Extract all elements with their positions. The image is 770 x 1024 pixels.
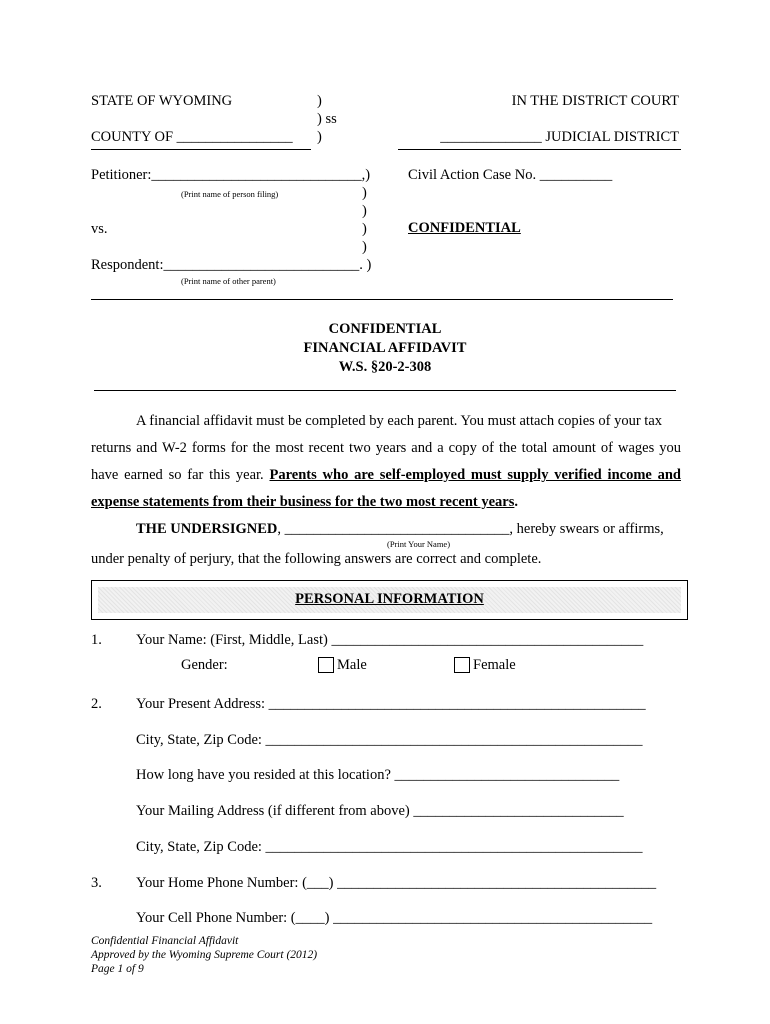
q2-number: 2. xyxy=(91,696,102,712)
respondent-hint: (Print name of other parent) xyxy=(181,276,276,286)
title-bottom-rule xyxy=(94,390,676,391)
q1-number: 1. xyxy=(91,632,102,648)
caption-paren: ) xyxy=(362,203,367,219)
caption-paren: ) xyxy=(362,221,367,237)
female-label: Female xyxy=(473,657,516,673)
case-number-field[interactable]: Civil Action Case No. __________ xyxy=(408,167,613,183)
title-line-1: CONFIDENTIAL xyxy=(328,321,442,337)
mailing-address-field[interactable]: Your Mailing Address (if different from above) _____________________________ xyxy=(136,803,624,819)
confidential-label: CONFIDENTIAL xyxy=(408,220,521,236)
court-label: IN THE DISTRICT COURT xyxy=(511,93,679,109)
personal-information-header xyxy=(91,580,688,620)
city-state-zip-field[interactable]: City, State, Zip Code: ____________________________________________________ xyxy=(136,732,643,748)
home-phone-field[interactable]: Your Home Phone Number: (___) ____________________________________________ xyxy=(136,875,657,891)
vs-label: vs. xyxy=(91,221,108,237)
present-address-field[interactable]: Your Present Address: ____________________________________________________ xyxy=(136,696,646,712)
intro-line-1: A financial affidavit must be completed by each parent. You must attach copies of your tax xyxy=(136,413,663,429)
perjury-statement: under penalty of perjury, that the following answers are correct and complete. xyxy=(91,551,542,567)
section-shading xyxy=(98,587,681,613)
judicial-district-field[interactable]: ______________ JUDICIAL DISTRICT xyxy=(440,129,679,145)
mailing-city-state-zip-field[interactable]: City, State, Zip Code: ____________________________________________________ xyxy=(136,839,643,855)
intro-line-2: returns and W-2 forms for the most recent two years and a copy of the total amount of wages you xyxy=(91,440,681,456)
petitioner-field[interactable]: Petitioner:_____________________________,) xyxy=(91,167,371,183)
q3-number: 3. xyxy=(91,875,102,891)
caption-paren: ) xyxy=(362,239,367,255)
caption-rule-right xyxy=(398,149,681,150)
caption-paren: ) xyxy=(362,185,367,201)
cell-phone-field[interactable]: Your Cell Phone Number: (____) ____________________________________________ xyxy=(136,910,653,926)
undersigned-label: THE UNDERSIGNED xyxy=(136,521,278,537)
respondent-field[interactable]: Respondent:___________________________. ) xyxy=(91,257,372,273)
intro-line-4 xyxy=(91,494,518,511)
intro-period: . xyxy=(514,494,519,510)
intro-line-3 xyxy=(91,467,681,484)
female-checkbox[interactable] xyxy=(454,657,470,673)
intro-expense-notice: expense statements from their business for the two most recent years xyxy=(91,494,515,510)
section-title: PERSONAL INFORMATION xyxy=(295,591,484,607)
residence-duration-field[interactable]: How long have you resided at this location? _______________________________ xyxy=(136,767,620,783)
caption-paren: ) xyxy=(317,129,322,145)
caption-ss: ) ss xyxy=(317,111,337,127)
male-label: Male xyxy=(337,657,367,673)
footer-form-name: Confidential Financial Affidavit xyxy=(91,935,239,947)
intro-self-employed-notice: Parents who are self-employed must supply verified income and xyxy=(269,467,681,483)
footer-approval: Approved by the Wyoming Supreme Court (2012) xyxy=(91,949,318,961)
intro-line-3-plain: have earned so far this year. xyxy=(91,467,270,483)
caption-paren: ) xyxy=(317,93,322,109)
q1-name-field[interactable]: Your Name: (First, Middle, Last) ___________________________________________ xyxy=(136,632,644,648)
county-field[interactable]: COUNTY OF ________________ xyxy=(91,129,293,145)
undersigned-name-field[interactable]: , _______________________________, hereby swears or affirms, xyxy=(277,521,664,537)
caption-rule-left xyxy=(91,149,311,150)
title-line-2: FINANCIAL AFFIDAVIT xyxy=(303,340,467,356)
title-line-3: W.S. §20-2-308 xyxy=(338,359,432,375)
caption-bottom-rule xyxy=(91,299,673,300)
state-label: STATE OF WYOMING xyxy=(91,93,233,109)
footer-page-number: Page 1 of 9 xyxy=(91,963,144,975)
print-name-hint: (Print Your Name) xyxy=(387,539,451,549)
gender-label: Gender: xyxy=(181,657,228,673)
undersigned-line[interactable] xyxy=(136,521,664,538)
petitioner-hint: (Print name of person filing) xyxy=(181,189,279,199)
male-checkbox[interactable] xyxy=(318,657,334,673)
